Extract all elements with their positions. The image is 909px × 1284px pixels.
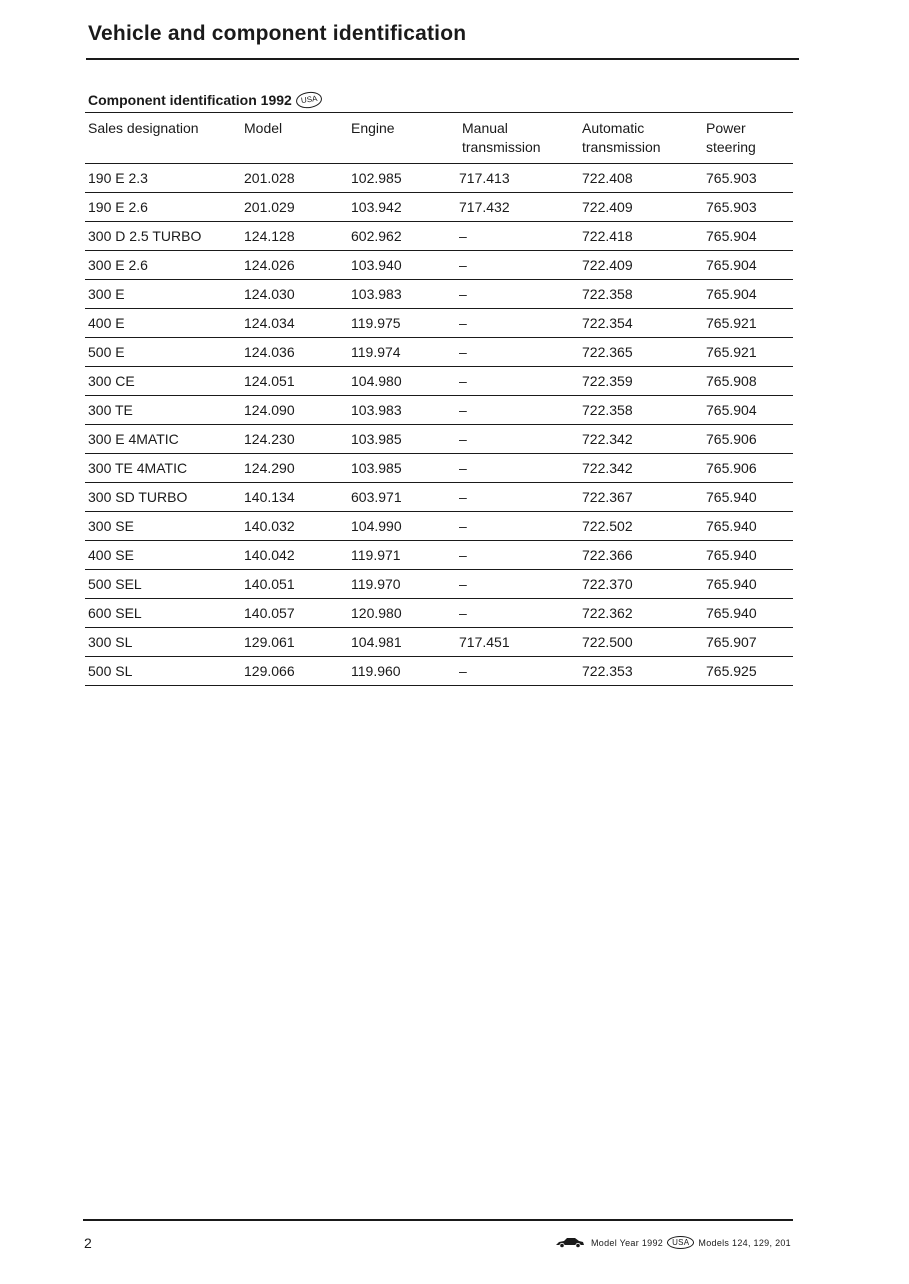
- table-row: [85, 599, 793, 628]
- cell-power-steering: 765.940: [703, 599, 793, 628]
- cell-sales-designation: 500 SL: [85, 657, 241, 686]
- title-divider: [86, 58, 799, 60]
- cell-power-steering: 765.940: [703, 541, 793, 570]
- cell-sales-designation: 300 SL: [85, 628, 241, 657]
- cell-automatic-transmission: 722.366: [579, 541, 703, 570]
- cell-automatic-transmission: 722.418: [579, 222, 703, 251]
- section-heading: [88, 92, 322, 108]
- cell-sales-designation: 500 SEL: [85, 570, 241, 599]
- footer-model-year: Model Year 1992: [591, 1237, 664, 1248]
- cell-power-steering: 765.904: [703, 251, 793, 280]
- page-number: 2: [84, 1235, 92, 1251]
- cell-engine: 103.985: [348, 425, 459, 454]
- footer-info: [555, 1236, 791, 1249]
- cell-manual-transmission: –: [459, 657, 579, 686]
- cell-engine: 602.962: [348, 222, 459, 251]
- footer-usa-badge: USA: [667, 1236, 694, 1249]
- table-row: [85, 338, 793, 367]
- cell-engine: 103.985: [348, 454, 459, 483]
- cell-model: 124.030: [241, 280, 348, 309]
- cell-model: 129.066: [241, 657, 348, 686]
- cell-automatic-transmission: 722.358: [579, 396, 703, 425]
- footer-models: Models 124, 129, 201: [698, 1237, 791, 1248]
- table-row: [85, 280, 793, 309]
- cell-power-steering: 765.906: [703, 425, 793, 454]
- cell-sales-designation: 300 SD TURBO: [85, 483, 241, 512]
- cell-manual-transmission: –: [459, 222, 579, 251]
- cell-power-steering: 765.906: [703, 454, 793, 483]
- table-row: [85, 309, 793, 338]
- cell-power-steering: 765.903: [703, 193, 793, 222]
- cell-model: 201.028: [241, 164, 348, 193]
- component-identification-table: [85, 112, 793, 686]
- cell-model: 124.128: [241, 222, 348, 251]
- cell-automatic-transmission: 722.370: [579, 570, 703, 599]
- cell-power-steering: 765.903: [703, 164, 793, 193]
- cell-sales-designation: 300 E 4MATIC: [85, 425, 241, 454]
- cell-model: 140.032: [241, 512, 348, 541]
- cell-power-steering: 765.904: [703, 222, 793, 251]
- cell-automatic-transmission: 722.359: [579, 367, 703, 396]
- table-row: [85, 251, 793, 280]
- cell-manual-transmission: –: [459, 280, 579, 309]
- cell-manual-transmission: –: [459, 309, 579, 338]
- cell-model: 201.029: [241, 193, 348, 222]
- cell-engine: 102.985: [348, 164, 459, 193]
- section-heading-text: Component identification 1992: [88, 92, 292, 108]
- table-body: [85, 164, 793, 686]
- cell-engine: 119.971: [348, 541, 459, 570]
- cell-automatic-transmission: 722.408: [579, 164, 703, 193]
- table-row: [85, 483, 793, 512]
- cell-engine: 603.971: [348, 483, 459, 512]
- cell-manual-transmission: –: [459, 251, 579, 280]
- header-engine: Engine: [348, 113, 459, 164]
- cell-automatic-transmission: 722.409: [579, 193, 703, 222]
- table-row: [85, 396, 793, 425]
- header-manual-transmission: Manual transmission: [459, 113, 579, 164]
- cell-automatic-transmission: 722.502: [579, 512, 703, 541]
- cell-model: 129.061: [241, 628, 348, 657]
- cell-model: 124.090: [241, 396, 348, 425]
- cell-sales-designation: 400 SE: [85, 541, 241, 570]
- cell-manual-transmission: 717.413: [459, 164, 579, 193]
- header-automatic-transmission: Automatic transmission: [579, 113, 703, 164]
- cell-automatic-transmission: 722.409: [579, 251, 703, 280]
- cell-power-steering: 765.908: [703, 367, 793, 396]
- cell-engine: 103.983: [348, 280, 459, 309]
- cell-sales-designation: 400 E: [85, 309, 241, 338]
- cell-automatic-transmission: 722.358: [579, 280, 703, 309]
- cell-engine: 103.940: [348, 251, 459, 280]
- cell-manual-transmission: –: [459, 396, 579, 425]
- usa-badge: USA: [295, 90, 323, 110]
- cell-manual-transmission: 717.432: [459, 193, 579, 222]
- table-row: [85, 164, 793, 193]
- cell-power-steering: 765.925: [703, 657, 793, 686]
- table-row: [85, 570, 793, 599]
- table-row: [85, 367, 793, 396]
- cell-engine: 103.942: [348, 193, 459, 222]
- table-row: [85, 512, 793, 541]
- cell-sales-designation: 300 CE: [85, 367, 241, 396]
- table-row: [85, 425, 793, 454]
- cell-power-steering: 765.940: [703, 483, 793, 512]
- cell-manual-transmission: –: [459, 454, 579, 483]
- table-row: [85, 628, 793, 657]
- cell-manual-transmission: –: [459, 367, 579, 396]
- cell-automatic-transmission: 722.353: [579, 657, 703, 686]
- cell-model: 124.034: [241, 309, 348, 338]
- table-row: [85, 454, 793, 483]
- cell-automatic-transmission: 722.365: [579, 338, 703, 367]
- cell-manual-transmission: –: [459, 541, 579, 570]
- cell-model: 124.230: [241, 425, 348, 454]
- cell-manual-transmission: –: [459, 512, 579, 541]
- cell-engine: 119.970: [348, 570, 459, 599]
- cell-model: 140.134: [241, 483, 348, 512]
- cell-engine: 103.983: [348, 396, 459, 425]
- cell-power-steering: 765.904: [703, 396, 793, 425]
- cell-sales-designation: 190 E 2.6: [85, 193, 241, 222]
- cell-manual-transmission: –: [459, 483, 579, 512]
- cell-sales-designation: 600 SEL: [85, 599, 241, 628]
- cell-model: 124.290: [241, 454, 348, 483]
- cell-power-steering: 765.940: [703, 570, 793, 599]
- cell-automatic-transmission: 722.362: [579, 599, 703, 628]
- page-title: Vehicle and component identification: [88, 22, 467, 45]
- cell-automatic-transmission: 722.342: [579, 454, 703, 483]
- header-model: Model: [241, 113, 348, 164]
- cell-automatic-transmission: 722.354: [579, 309, 703, 338]
- cell-sales-designation: 500 E: [85, 338, 241, 367]
- cell-model: 140.051: [241, 570, 348, 599]
- cell-manual-transmission: –: [459, 599, 579, 628]
- cell-model: 124.026: [241, 251, 348, 280]
- cell-sales-designation: 300 TE: [85, 396, 241, 425]
- cell-model: 124.051: [241, 367, 348, 396]
- cell-engine: 119.974: [348, 338, 459, 367]
- cell-sales-designation: 300 D 2.5 TURBO: [85, 222, 241, 251]
- cell-manual-transmission: –: [459, 338, 579, 367]
- car-icon: [555, 1237, 585, 1248]
- table-row: [85, 193, 793, 222]
- cell-sales-designation: 190 E 2.3: [85, 164, 241, 193]
- cell-engine: 119.960: [348, 657, 459, 686]
- cell-manual-transmission: –: [459, 570, 579, 599]
- cell-automatic-transmission: 722.500: [579, 628, 703, 657]
- header-sales-designation: Sales designation: [85, 113, 241, 164]
- cell-sales-designation: 300 SE: [85, 512, 241, 541]
- cell-model: 140.057: [241, 599, 348, 628]
- header-power-steering: Power steering: [703, 113, 793, 164]
- cell-sales-designation: 300 E 2.6: [85, 251, 241, 280]
- table-row: [85, 541, 793, 570]
- cell-power-steering: 765.904: [703, 280, 793, 309]
- cell-power-steering: 765.921: [703, 309, 793, 338]
- cell-sales-designation: 300 TE 4MATIC: [85, 454, 241, 483]
- table-row: [85, 657, 793, 686]
- table-header-row: [85, 113, 793, 164]
- cell-sales-designation: 300 E: [85, 280, 241, 309]
- table-row: [85, 222, 793, 251]
- cell-engine: 104.980: [348, 367, 459, 396]
- cell-engine: 120.980: [348, 599, 459, 628]
- cell-power-steering: 765.907: [703, 628, 793, 657]
- cell-manual-transmission: –: [459, 425, 579, 454]
- cell-engine: 104.981: [348, 628, 459, 657]
- cell-model: 124.036: [241, 338, 348, 367]
- footer-divider: [83, 1219, 793, 1221]
- cell-engine: 104.990: [348, 512, 459, 541]
- cell-manual-transmission: 717.451: [459, 628, 579, 657]
- cell-model: 140.042: [241, 541, 348, 570]
- cell-power-steering: 765.940: [703, 512, 793, 541]
- cell-power-steering: 765.921: [703, 338, 793, 367]
- cell-engine: 119.975: [348, 309, 459, 338]
- cell-automatic-transmission: 722.367: [579, 483, 703, 512]
- cell-automatic-transmission: 722.342: [579, 425, 703, 454]
